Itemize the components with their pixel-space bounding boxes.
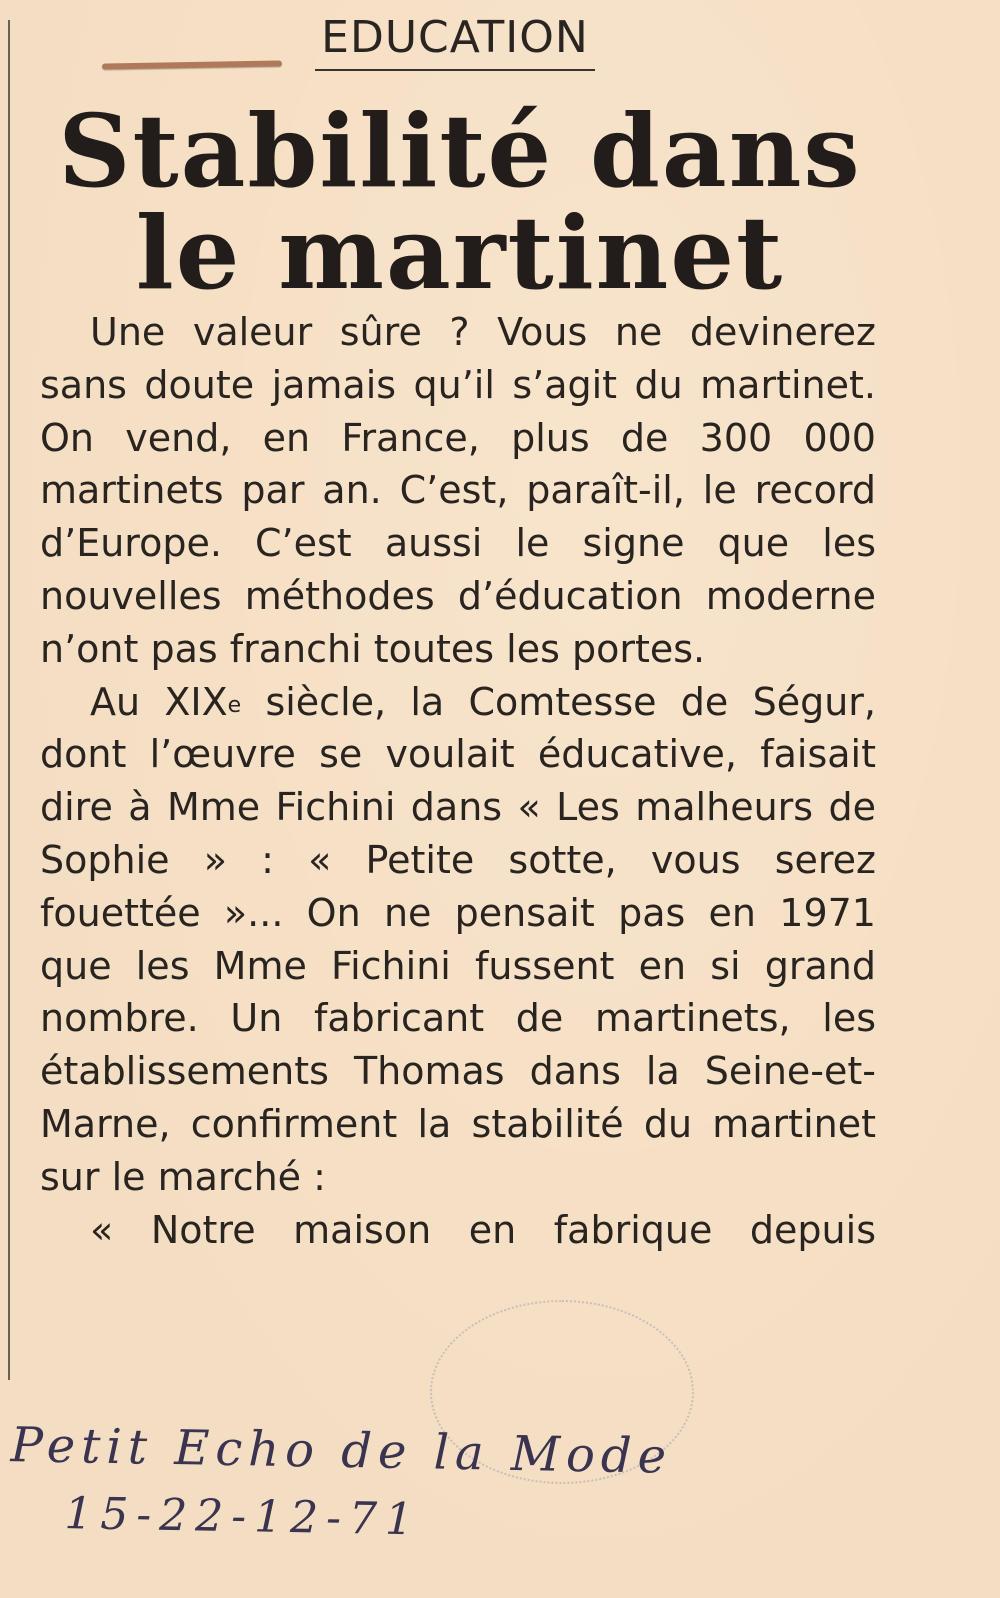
handwritten-date: 15-22-12-71 xyxy=(64,1488,422,1546)
paragraph-2-start: Au XIX xyxy=(90,679,228,724)
handwritten-note xyxy=(9,1417,911,1554)
paper-clip xyxy=(102,60,282,69)
paragraph-1: Une valeur sûre ? Vous ne devinerez sans doute jamais qu’il s’agit du martinet. On vend, en France, plus de 300 000 martinets par an. C’est, paraît-il, le record d’Europe. C’est aussi le signe que les nouvelles méthodes d’éducation moderne n’ont pas franchi toutes les portes. xyxy=(40,310,876,671)
paragraph-2 xyxy=(40,676,876,1204)
section-rubric: EDUCATION xyxy=(315,12,595,71)
column-rule xyxy=(8,20,10,1380)
paragraph-3: « Notre maison en fabrique depuis xyxy=(90,1207,876,1252)
century-superscript: e xyxy=(227,692,242,718)
article-body xyxy=(40,306,876,1256)
article-headline: Stabilité dans le martinet xyxy=(58,92,862,312)
paragraph-2-rest: siècle, la Comtesse de Ségur, dont l’œuvre se voulait éducative, faisait dire à Mme Fichini dans « Les malheurs de Sophie » : « Petite sotte, vous serez fouettée »... On ne pensait pas en 1971 que les Mme Fichini fussent en si grand nombre. Un fabricant de martinets, les établissements Thomas dans la Seine-et-Marne, confirment la stabilité du martinet sur le marché : xyxy=(40,679,876,1199)
handwritten-source: Petit Echo de la Mode xyxy=(10,1417,673,1485)
